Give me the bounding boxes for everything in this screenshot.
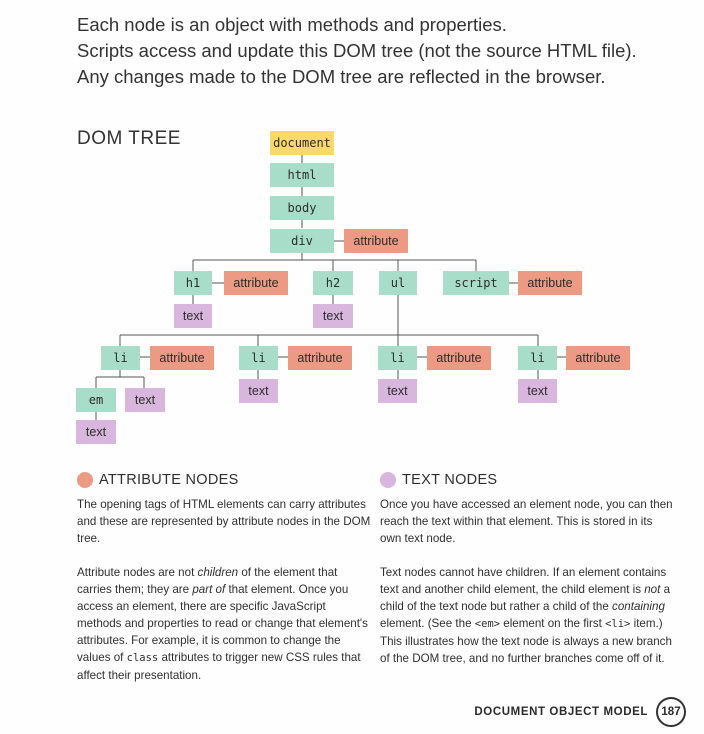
page-footer [474, 697, 686, 727]
li-4-attribute-node: attribute [566, 346, 630, 370]
em-node: em [76, 388, 116, 412]
div-attribute-node: attribute [344, 229, 408, 253]
li-1-attribute-node: attribute [150, 346, 214, 370]
body-node: body [270, 196, 334, 220]
attribute-paragraph-2: Attribute nodes are not children of the element that carries them; they are part of that element. Once you access an element, there are specific JavaScript methods and properties to read or change that element's attributes. For example, it is common to change the values of class attributes to trigger new CSS rules that affect their presentation. [77, 566, 368, 682]
intro-line-3: Any changes made to the DOM tree are reflected in the browser. [77, 66, 606, 87]
document-node: document [270, 131, 334, 155]
li-node-4: li [518, 346, 557, 370]
intro-line-1: Each node is an object with methods and properties. [77, 14, 507, 35]
text-nodes-heading [380, 472, 497, 488]
h2-node: h2 [313, 271, 353, 295]
li-3-text-node: text [378, 379, 417, 403]
text-nodes-column [380, 496, 675, 684]
div-node: div [270, 229, 334, 253]
li-4-text-node: text [518, 379, 557, 403]
attribute-dot-icon [77, 472, 93, 488]
li-node-2: li [239, 346, 278, 370]
intro-line-2: Scripts access and update this DOM tree (not the source HTML file). [77, 40, 637, 61]
h1-attribute-node: attribute [224, 271, 288, 295]
li-node-3: li [378, 346, 417, 370]
h1-text-node: text [174, 304, 212, 328]
html-node: html [270, 163, 334, 187]
attribute-paragraph-1: The opening tags of HTML elements can carry attributes and these are represented by attribute nodes in the DOM tree. [77, 498, 371, 545]
attribute-nodes-heading [77, 472, 239, 488]
ul-node: ul [379, 271, 417, 295]
text-paragraph-2: Text nodes cannot have children. If an element contains text and another child element, the child element is not a child of the text node but rather a child of the containing element. (See the <em> element on the first <li> item.) This illustrates how the text node is always a new branch of the DOM tree, and no further branches come off of it. [380, 566, 672, 665]
attribute-nodes-column [77, 496, 372, 701]
page-number: 187 [656, 697, 686, 727]
text-dot-icon [380, 472, 396, 488]
chapter-title: DOCUMENT OBJECT MODEL [474, 706, 648, 718]
text-nodes-title: TEXT NODES [402, 472, 498, 488]
attribute-nodes-title: ATTRIBUTE NODES [99, 472, 239, 488]
li-3-attribute-node: attribute [427, 346, 491, 370]
li-2-attribute-node: attribute [288, 346, 352, 370]
li-1-text-node: text [125, 388, 165, 412]
li-node-1: li [101, 346, 140, 370]
h1-node: h1 [174, 271, 212, 295]
dom-tree-title: DOM TREE [77, 128, 181, 149]
text-paragraph-1: Once you have accessed an element node, you can then reach the text within that element. This is stored in its own text node. [380, 498, 673, 545]
script-node: script [443, 271, 509, 295]
h2-text-node: text [313, 304, 353, 328]
li-2-text-node: text [239, 379, 278, 403]
em-text-node: text [76, 420, 116, 444]
script-attribute-node: attribute [518, 271, 582, 295]
